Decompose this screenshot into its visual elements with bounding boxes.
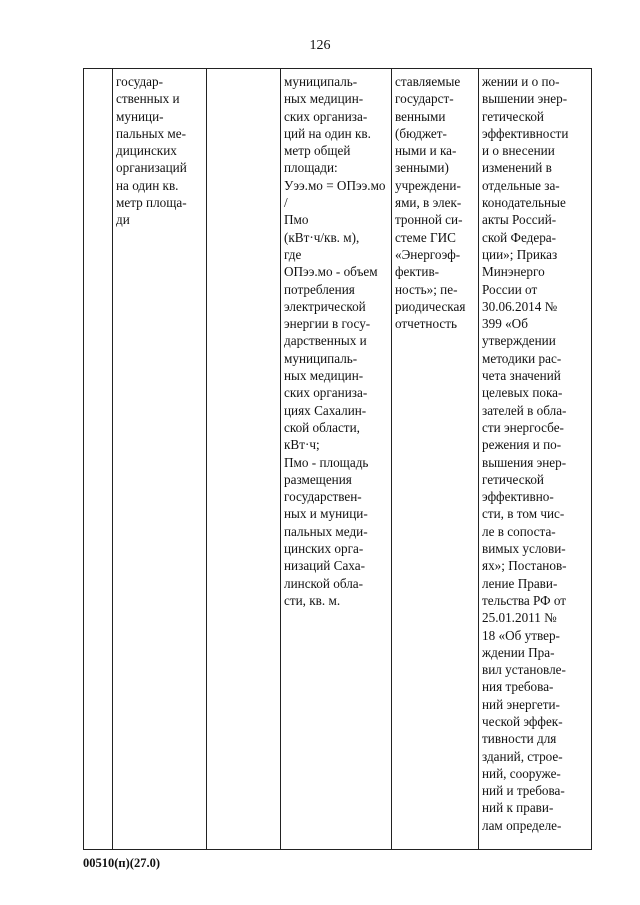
document-table — [83, 68, 592, 850]
table-cell-col-2 — [113, 69, 207, 850]
table-row — [84, 69, 592, 850]
cell-text: муниципаль- ных медицин- ских организа- ций на один кв. метр общей площади: Уээ.мо = ОПээ.мо / Пмо (кВт·ч/кв. м), где ОПээ.мо - объем потребления электрической энергии в госу- дарственных и муниципаль- ных медицин- ских организа- циях Сахалин- ской области, кВт·ч; Пмо - площадь размещения государствен- ных и муници- пальных меди- цинских орга- низаций Саха- линской обла- сти, кв. м. — [284, 74, 386, 608]
page-number: 126 — [309, 38, 331, 53]
cell-text: жении и о по- вышении энер- гетической эффективности и о внесении изменений в отдельные за- конодательные акты Россий- ской Федера- ции»; Приказ Минэнерго России от 30.06.2014 № 399 «Об утверждении методики рас- чета значений целевых пока- зателей в обла- сти энергосбе- режения и по- вышения энер- гетической эффективно- сти, в том чис- ле в сопоста- вимых услови- ях»; Постанов- ление Прави- тельства РФ от 25.01.2011 № 18 «Об утвер- ждении Пра- вил установле- ния требова- ний энергети- ческой эффек- тивности для зданий, строе- ний, сооруже- ний и требова- ний к прави- лам определе- — [482, 74, 569, 833]
table-cell-col-4 — [281, 69, 392, 850]
table-cell-col-1 — [84, 69, 113, 850]
table-cell-col-3 — [207, 69, 281, 850]
table-cell-col-5 — [392, 69, 479, 850]
cell-text: ставляемые государст- венными (бюджет- ными и ка- зенными) учреждени- ями, в элек- тронной си- стеме ГИС «Энергоэф- фектив- ность»; пе- риодическая отчетность — [395, 74, 466, 332]
table-cell-col-6 — [479, 69, 592, 850]
footer-code: 00510(п)(27.0) — [83, 856, 160, 870]
cell-text: государ- ственных и муници- пальных ме- дицинских организаций на один кв. метр площа- ди — [116, 74, 187, 228]
